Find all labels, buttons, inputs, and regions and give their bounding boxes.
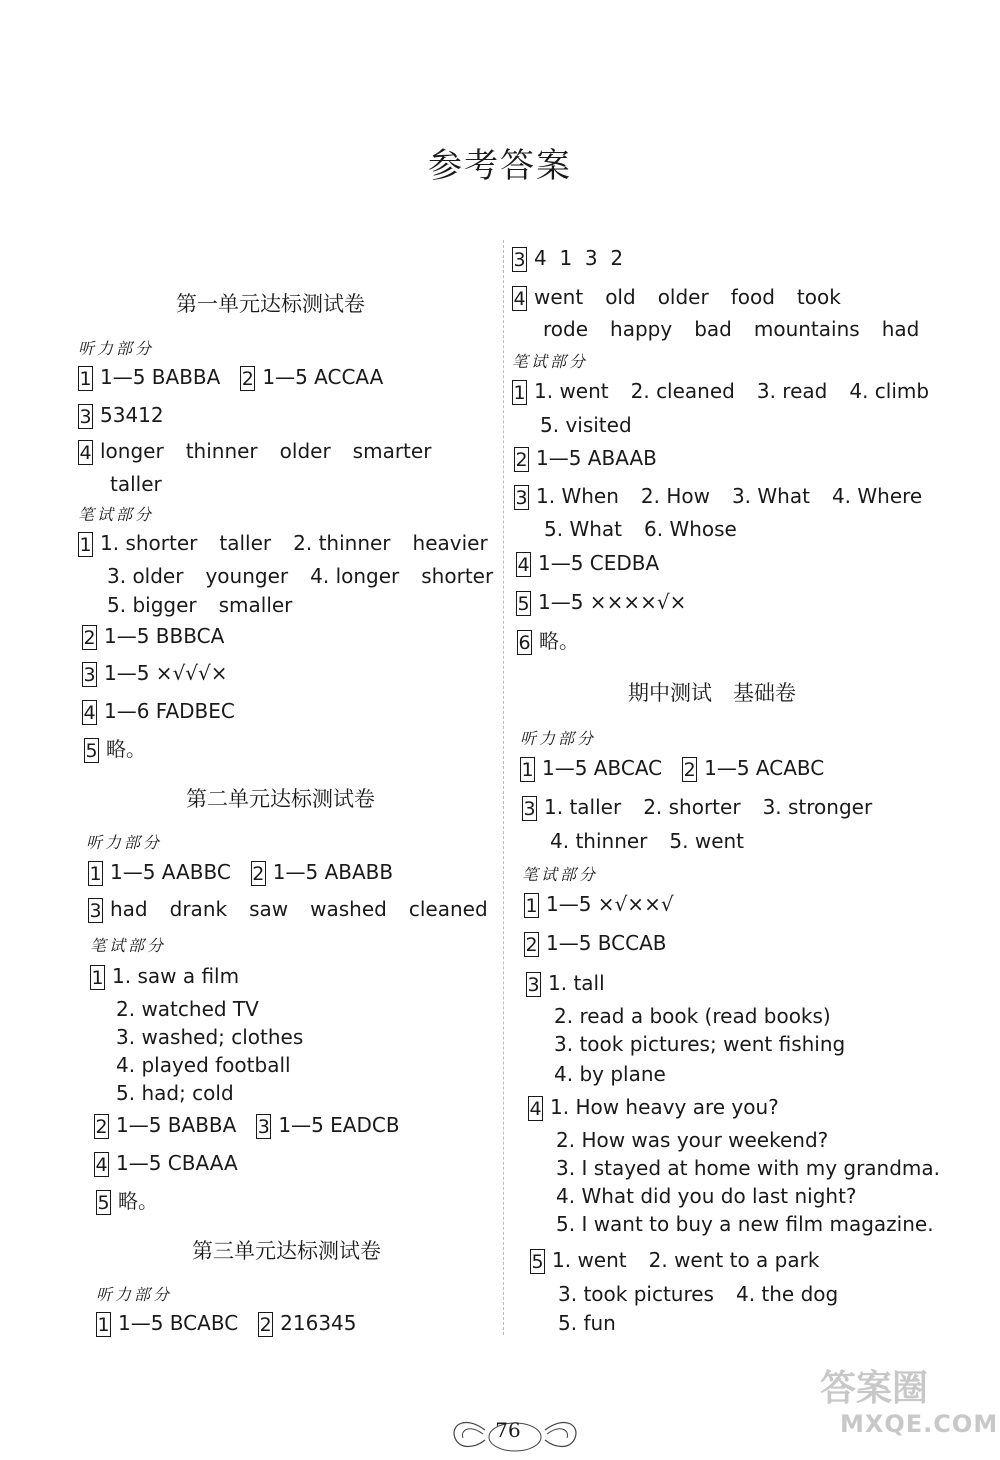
answer-text: 1—5 CEDBA	[538, 551, 660, 575]
midterm-w3-line2: 2. read a book (read books)	[554, 1004, 831, 1028]
answer-word: heavier	[412, 531, 488, 555]
answer-word: had	[881, 317, 920, 341]
answer-word: 2. went to a park	[648, 1248, 820, 1272]
question-number-box: 2	[515, 449, 528, 471]
question-number-box: 5	[85, 740, 98, 762]
unit2-heading: 第二单元达标测试卷	[186, 787, 375, 811]
question-number-box: 3	[79, 406, 92, 428]
question-number-box: 1	[521, 759, 534, 781]
answer-text: 1—5 BABBA	[100, 365, 221, 389]
unit3-l4-line2	[543, 316, 919, 342]
question-number-box: 3	[89, 900, 102, 922]
question-number-box: 1	[89, 863, 102, 885]
answer-word: smarter	[352, 439, 432, 463]
question-number-box: 3	[83, 664, 96, 686]
question-number-box: 2	[83, 627, 96, 649]
answer-word: 1. shorter	[100, 531, 198, 555]
answer-text: 1. How heavy are you?	[550, 1095, 779, 1119]
answer-text: 1—5 BABBA	[116, 1113, 237, 1137]
question-number-box: 1	[91, 967, 104, 989]
answer-word: 3. took pictures	[558, 1282, 714, 1306]
answer-word: 4. the dog	[735, 1282, 839, 1306]
question-number-box: 3	[515, 487, 528, 509]
answer-word: 2. How	[640, 484, 710, 508]
midterm-w4-line2: 2. How was your weekend?	[556, 1128, 829, 1152]
unit3-w6	[517, 628, 579, 655]
answer-text: 1—5 EADCB	[278, 1113, 400, 1137]
answer-word: 3. older	[107, 564, 184, 588]
answer-word: older	[279, 439, 331, 463]
unit3-w1-line2: 5. visited	[540, 413, 632, 437]
answer-word: took	[796, 285, 841, 309]
unit2-listening-label: 听力部分	[86, 833, 163, 852]
answer-word: 3. What	[731, 484, 810, 508]
answer-word: 1. went	[534, 379, 609, 403]
answer-text: 1—5 ABCAC	[542, 756, 663, 780]
answer-text: 略。	[118, 1189, 158, 1213]
unit1-w3	[82, 660, 228, 687]
answer-word: bad	[694, 317, 732, 341]
unit2-w1-line1	[90, 963, 239, 990]
question-number-box: 2	[95, 1116, 108, 1138]
midterm-w5-line3: 5. fun	[558, 1311, 616, 1335]
unit3-listening-label: 听力部分	[96, 1285, 173, 1304]
midterm-listening-label: 听力部分	[520, 729, 597, 748]
question-number-box: 3	[527, 974, 540, 996]
question-number-box: 5	[97, 1192, 110, 1214]
midterm-w5-line2	[558, 1281, 860, 1307]
answer-word: 2. shorter	[643, 795, 741, 819]
midterm-w3-line1	[526, 970, 605, 997]
unit2-w1-line3: 3. washed; clothes	[116, 1025, 304, 1049]
unit2-w4	[94, 1150, 238, 1177]
midterm-w1	[524, 891, 674, 918]
question-number-box: 4	[95, 1154, 108, 1176]
answer-text: 53412	[100, 403, 164, 427]
answer-text: 1—5 BBBCA	[104, 624, 225, 648]
answer-word: 3. read	[756, 379, 828, 403]
midterm-l3-line1	[522, 794, 872, 821]
unit2-l1-l2	[88, 859, 393, 886]
unit3-w3-line2	[544, 516, 759, 542]
unit3-l1-l2	[96, 1310, 357, 1337]
answer-word: 1. went	[552, 1248, 627, 1272]
answer-text: 1—5 AABBC	[110, 860, 231, 884]
midterm-l3-line2	[550, 828, 766, 854]
answer-word: 5. What	[544, 517, 622, 541]
question-number-box: 2	[259, 1314, 272, 1336]
midterm-l1-l2	[520, 755, 824, 782]
unit2-w1-line4: 4. played football	[116, 1053, 291, 1077]
midterm-w4-line3: 3. I stayed at home with my grandma.	[556, 1156, 941, 1180]
unit3-heading: 第三单元达标测试卷	[192, 1239, 381, 1263]
answer-word: 5. went	[669, 829, 745, 853]
answer-word: thinner	[185, 439, 258, 463]
answer-text: 1—5 ×√××√	[546, 892, 674, 916]
answer-text: 1. tall	[548, 971, 605, 995]
question-number-box: 1	[513, 382, 526, 404]
unit2-w2-w3	[94, 1112, 400, 1139]
page-number: 76	[495, 1418, 521, 1442]
unit3-w1-line1	[512, 378, 929, 405]
question-number-box: 2	[241, 368, 254, 390]
question-number-box: 4	[529, 1098, 542, 1120]
answer-word: 4. thinner	[550, 829, 648, 853]
answer-text: 1—5 BCCAB	[546, 931, 667, 955]
question-number-box: 2	[525, 934, 538, 956]
answer-word: taller	[219, 531, 272, 555]
answer-word: drank	[169, 897, 228, 921]
answer-word: 2. thinner	[293, 531, 391, 555]
answer-word: washed	[310, 897, 387, 921]
unit2-w1-line2: 2. watched TV	[116, 997, 259, 1021]
answer-text: 1—6 FADBEC	[104, 699, 235, 723]
question-number-box: 5	[517, 593, 530, 615]
unit1-w4	[82, 698, 235, 725]
column-divider	[503, 240, 504, 1335]
answer-text: 216345	[280, 1311, 357, 1335]
midterm-w4-line1	[528, 1094, 779, 1121]
answer-text: 1—5 ×√√√×	[104, 661, 228, 685]
question-number-box: 3	[257, 1116, 270, 1138]
answer-word: had	[110, 897, 148, 921]
unit1-heading: 第一单元达标测试卷	[176, 292, 365, 316]
answer-word: shorter	[421, 564, 494, 588]
answer-text: 1—5 ABABB	[272, 860, 394, 884]
midterm-writing-label: 笔试部分	[522, 865, 599, 884]
answer-text: 略。	[539, 629, 579, 653]
unit2-l3	[88, 896, 488, 923]
answer-word: younger	[205, 564, 289, 588]
unit1-w2	[82, 623, 224, 650]
unit3-w5	[516, 589, 686, 616]
question-number-box: 4	[79, 442, 92, 464]
unit3-w4	[516, 550, 659, 577]
unit2-writing-label: 笔试部分	[90, 936, 167, 955]
question-number-box: 3	[513, 249, 526, 271]
answer-word: mountains	[753, 317, 860, 341]
midterm-w3-line3: 3. took pictures; went fishing	[554, 1032, 846, 1056]
unit1-l1-l2	[78, 364, 383, 391]
midterm-w2	[524, 930, 667, 957]
question-number-box: 4	[513, 288, 526, 310]
unit1-w5	[84, 736, 146, 763]
answer-word: 3. stronger	[762, 795, 873, 819]
answer-word: 4. climb	[849, 379, 930, 403]
question-number-box: 1	[97, 1314, 110, 1336]
answer-word: 1. taller	[544, 795, 622, 819]
unit3-w2	[514, 445, 657, 472]
answer-word: longer	[100, 439, 164, 463]
unit2-w1-line5: 5. had; cold	[116, 1081, 234, 1105]
answer-text: 1—5 ××××√×	[538, 590, 687, 614]
question-number-box: 4	[517, 554, 530, 576]
answer-word: 5. bigger	[107, 593, 197, 617]
answer-text: 1—5 ACCAA	[262, 365, 384, 389]
answer-text: 1. saw a film	[112, 964, 240, 988]
answer-word: rode	[543, 317, 589, 341]
unit1-w1-line1	[78, 530, 488, 557]
question-number-box: 5	[531, 1251, 544, 1273]
answer-word: 2. cleaned	[630, 379, 735, 403]
answer-text: 1—5 CBAAA	[116, 1151, 238, 1175]
answer-text: 1—5 BCABC	[118, 1311, 239, 1335]
answer-word: 4. Where	[831, 484, 923, 508]
answer-word: 1. When	[536, 484, 619, 508]
unit3-l3	[512, 245, 623, 272]
unit3-w3-line1	[514, 483, 922, 510]
answer-word: went	[534, 285, 584, 309]
answer-word: saw	[249, 897, 289, 921]
unit1-w1-line2	[107, 563, 493, 589]
midterm-w3-line4: 4. by plane	[554, 1062, 666, 1086]
question-number-box: 1	[525, 895, 538, 917]
answer-word: older	[657, 285, 709, 309]
question-number-box: 2	[683, 759, 696, 781]
answer-word: happy	[610, 317, 673, 341]
unit2-w5	[96, 1188, 158, 1215]
midterm-w4-line5: 5. I want to buy a new film magazine.	[556, 1212, 934, 1236]
answer-word: smaller	[218, 593, 293, 617]
unit1-l4-cont: taller	[110, 472, 162, 496]
question-number-box: 1	[79, 368, 92, 390]
unit1-w1-line3	[107, 592, 314, 618]
unit1-listening-label: 听力部分	[78, 339, 155, 358]
answer-word: 4. longer	[310, 564, 400, 588]
question-number-box: 4	[83, 702, 96, 724]
watermark-logo: 答案圈	[820, 1368, 929, 1409]
answer-word: old	[605, 285, 636, 309]
midterm-w5-line1	[530, 1247, 841, 1274]
unit1-writing-label: 笔试部分	[78, 505, 155, 524]
answer-word: food	[730, 285, 775, 309]
question-number-box: 2	[252, 863, 265, 885]
answer-text: 1—5 ACABC	[704, 756, 825, 780]
unit1-l4	[78, 438, 453, 465]
answer-word: cleaned	[408, 897, 488, 921]
question-number-box: 1	[79, 534, 92, 556]
watermark-url: MXQE.COM	[840, 1410, 999, 1438]
answer-text: 1—5 ABAAB	[536, 446, 657, 470]
midterm-w4-line4: 4. What did you do last night?	[556, 1184, 857, 1208]
unit3-l4-line1	[512, 284, 841, 311]
answer-text: 4 1 3 2	[534, 246, 624, 270]
unit1-l3	[78, 402, 164, 429]
midterm-heading: 期中测试 基础卷	[628, 681, 796, 705]
question-number-box: 6	[518, 632, 531, 654]
answer-text: 略。	[106, 737, 146, 761]
answer-word: 6. Whose	[644, 517, 737, 541]
page-title: 参考答案	[428, 146, 572, 186]
unit3-writing-label: 笔试部分	[512, 352, 589, 371]
question-number-box: 3	[523, 798, 536, 820]
